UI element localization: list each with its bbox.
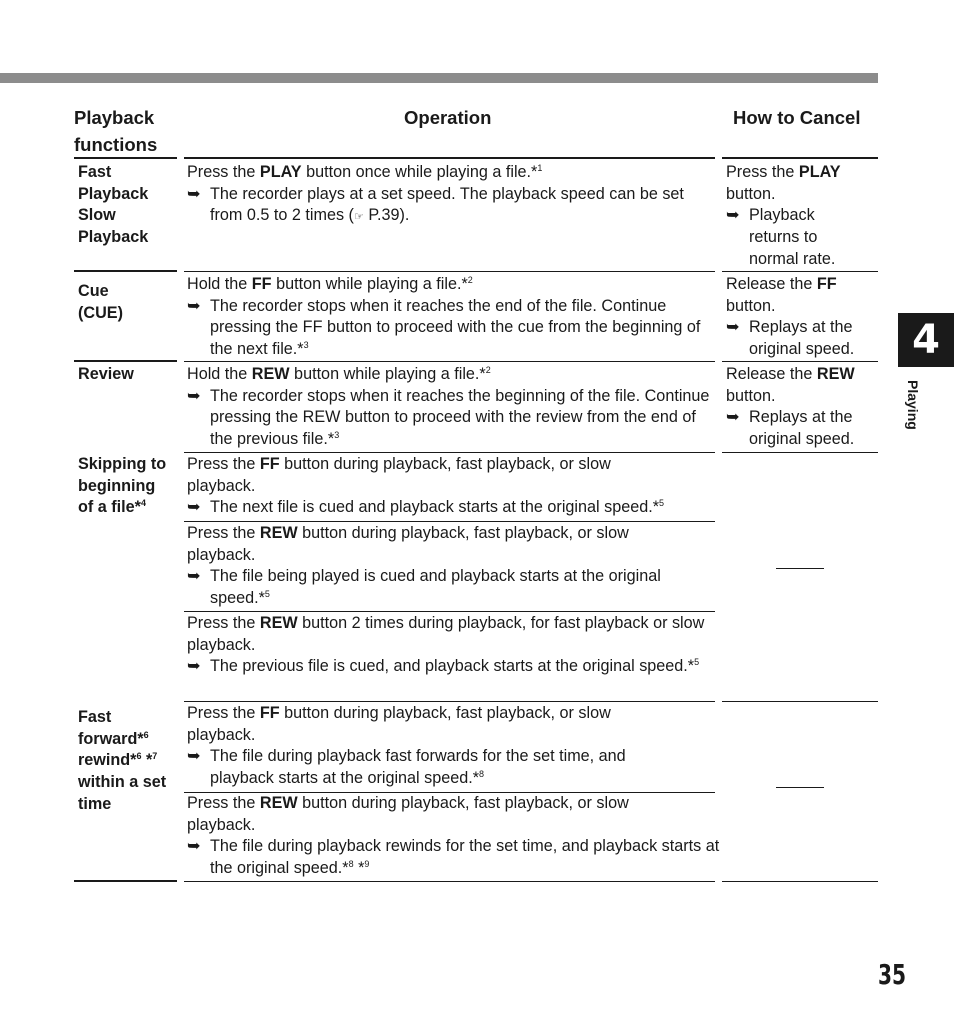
result-arrow-icon: ➥ [187,498,201,517]
operation-fast-slow: Press the PLAY button once while playing a file.*$^1$ ➥ The recorder plays at a set speed. The playback speed can be set from 0.5 to 2 times (☞ P.39). [187,163,684,225]
result-arrow-icon: ➥ [726,206,740,225]
top-rule-bar [0,73,878,83]
function-fast-slow-playback: Fast Playback Slow Playback [78,163,149,247]
result-arrow-icon: ➥ [726,318,740,337]
result-arrow-icon: ➥ [726,408,740,427]
operation-fast-forward: Press the FF button during playback, fast playback, or slow playback. ➥ The file during playback fast forwards for the set time, and playback starts at the original speed.*$^8$ [187,704,626,788]
no-cancel-dash [776,787,824,788]
operation-skip-rew: Press the REW button during playback, fast playback, or slow playback. ➥ The file being played is cued and playback starts at the original speed.*$^5$ [187,524,661,608]
result-arrow-icon: ➥ [187,386,201,405]
function-review: Review [78,365,134,383]
result-arrow-icon: ➥ [187,296,201,315]
cancel-review: Release the REW button. ➥ Replays at the original speed. [726,365,855,449]
function-fast-forward-rewind: Fast forward*$^6$ rewind*$^6$ *$^7$ within a set time [78,708,167,813]
no-cancel-dash [776,568,824,569]
function-skipping: Skipping to beginning of a file*$^4$ [78,455,167,517]
header-functions: Playback functions [74,107,158,155]
result-arrow-icon: ➥ [187,657,201,676]
result-arrow-icon: ➥ [187,567,201,586]
result-arrow-icon: ➥ [187,837,201,856]
operation-cue: Hold the FF button while playing a file.*$^2$ ➥ The recorder stops when it reaches the end of the file. Continue pressing the FF button to proceed with the cue from the beginning of the next file.*$^3$ [187,275,701,359]
operation-review: Hold the REW button while playing a file.*$^2$ ➥ The recorder stops when it reaches the beginning of the file. Continue pressing the REW button to proceed with the review from the end of the previous file.*$^3$ [187,365,710,449]
header-cancel: How to Cancel [733,107,861,128]
operation-rewind: Press the REW button during playback, fast playback, or slow playback. ➥ The file during playback rewinds for the set time, and playback starts at the original speed.*$^8$ *$^9$ [187,794,720,878]
result-arrow-icon: ➥ [187,184,201,203]
page-reference-icon: ☞ [353,211,364,224]
cancel-cue: Release the FF button. ➥ Replays at the original speed. [726,275,855,359]
chapter-tab: 4 [898,313,954,367]
operation-skip-ff: Press the FF button during playback, fast playback, or slow playback. ➥ The next file is cued and playback starts at the original speed.*$^5$ [187,454,707,519]
operation-skip-rew-twice: Press the REW button 2 times during playback, for fast playback or slow playback. ➥ The previous file is cued, and playback starts at the original speed.*$^5$ [187,613,707,678]
page-number: 35 [878,958,907,991]
header-operation: Operation [404,107,492,128]
result-arrow-icon: ➥ [187,747,201,766]
cancel-fast-slow: Press the PLAY button. ➥ Playback returns to normal rate. [726,163,841,268]
function-cue: Cue (CUE) [78,282,123,322]
section-side-label: Playing [905,380,921,430]
